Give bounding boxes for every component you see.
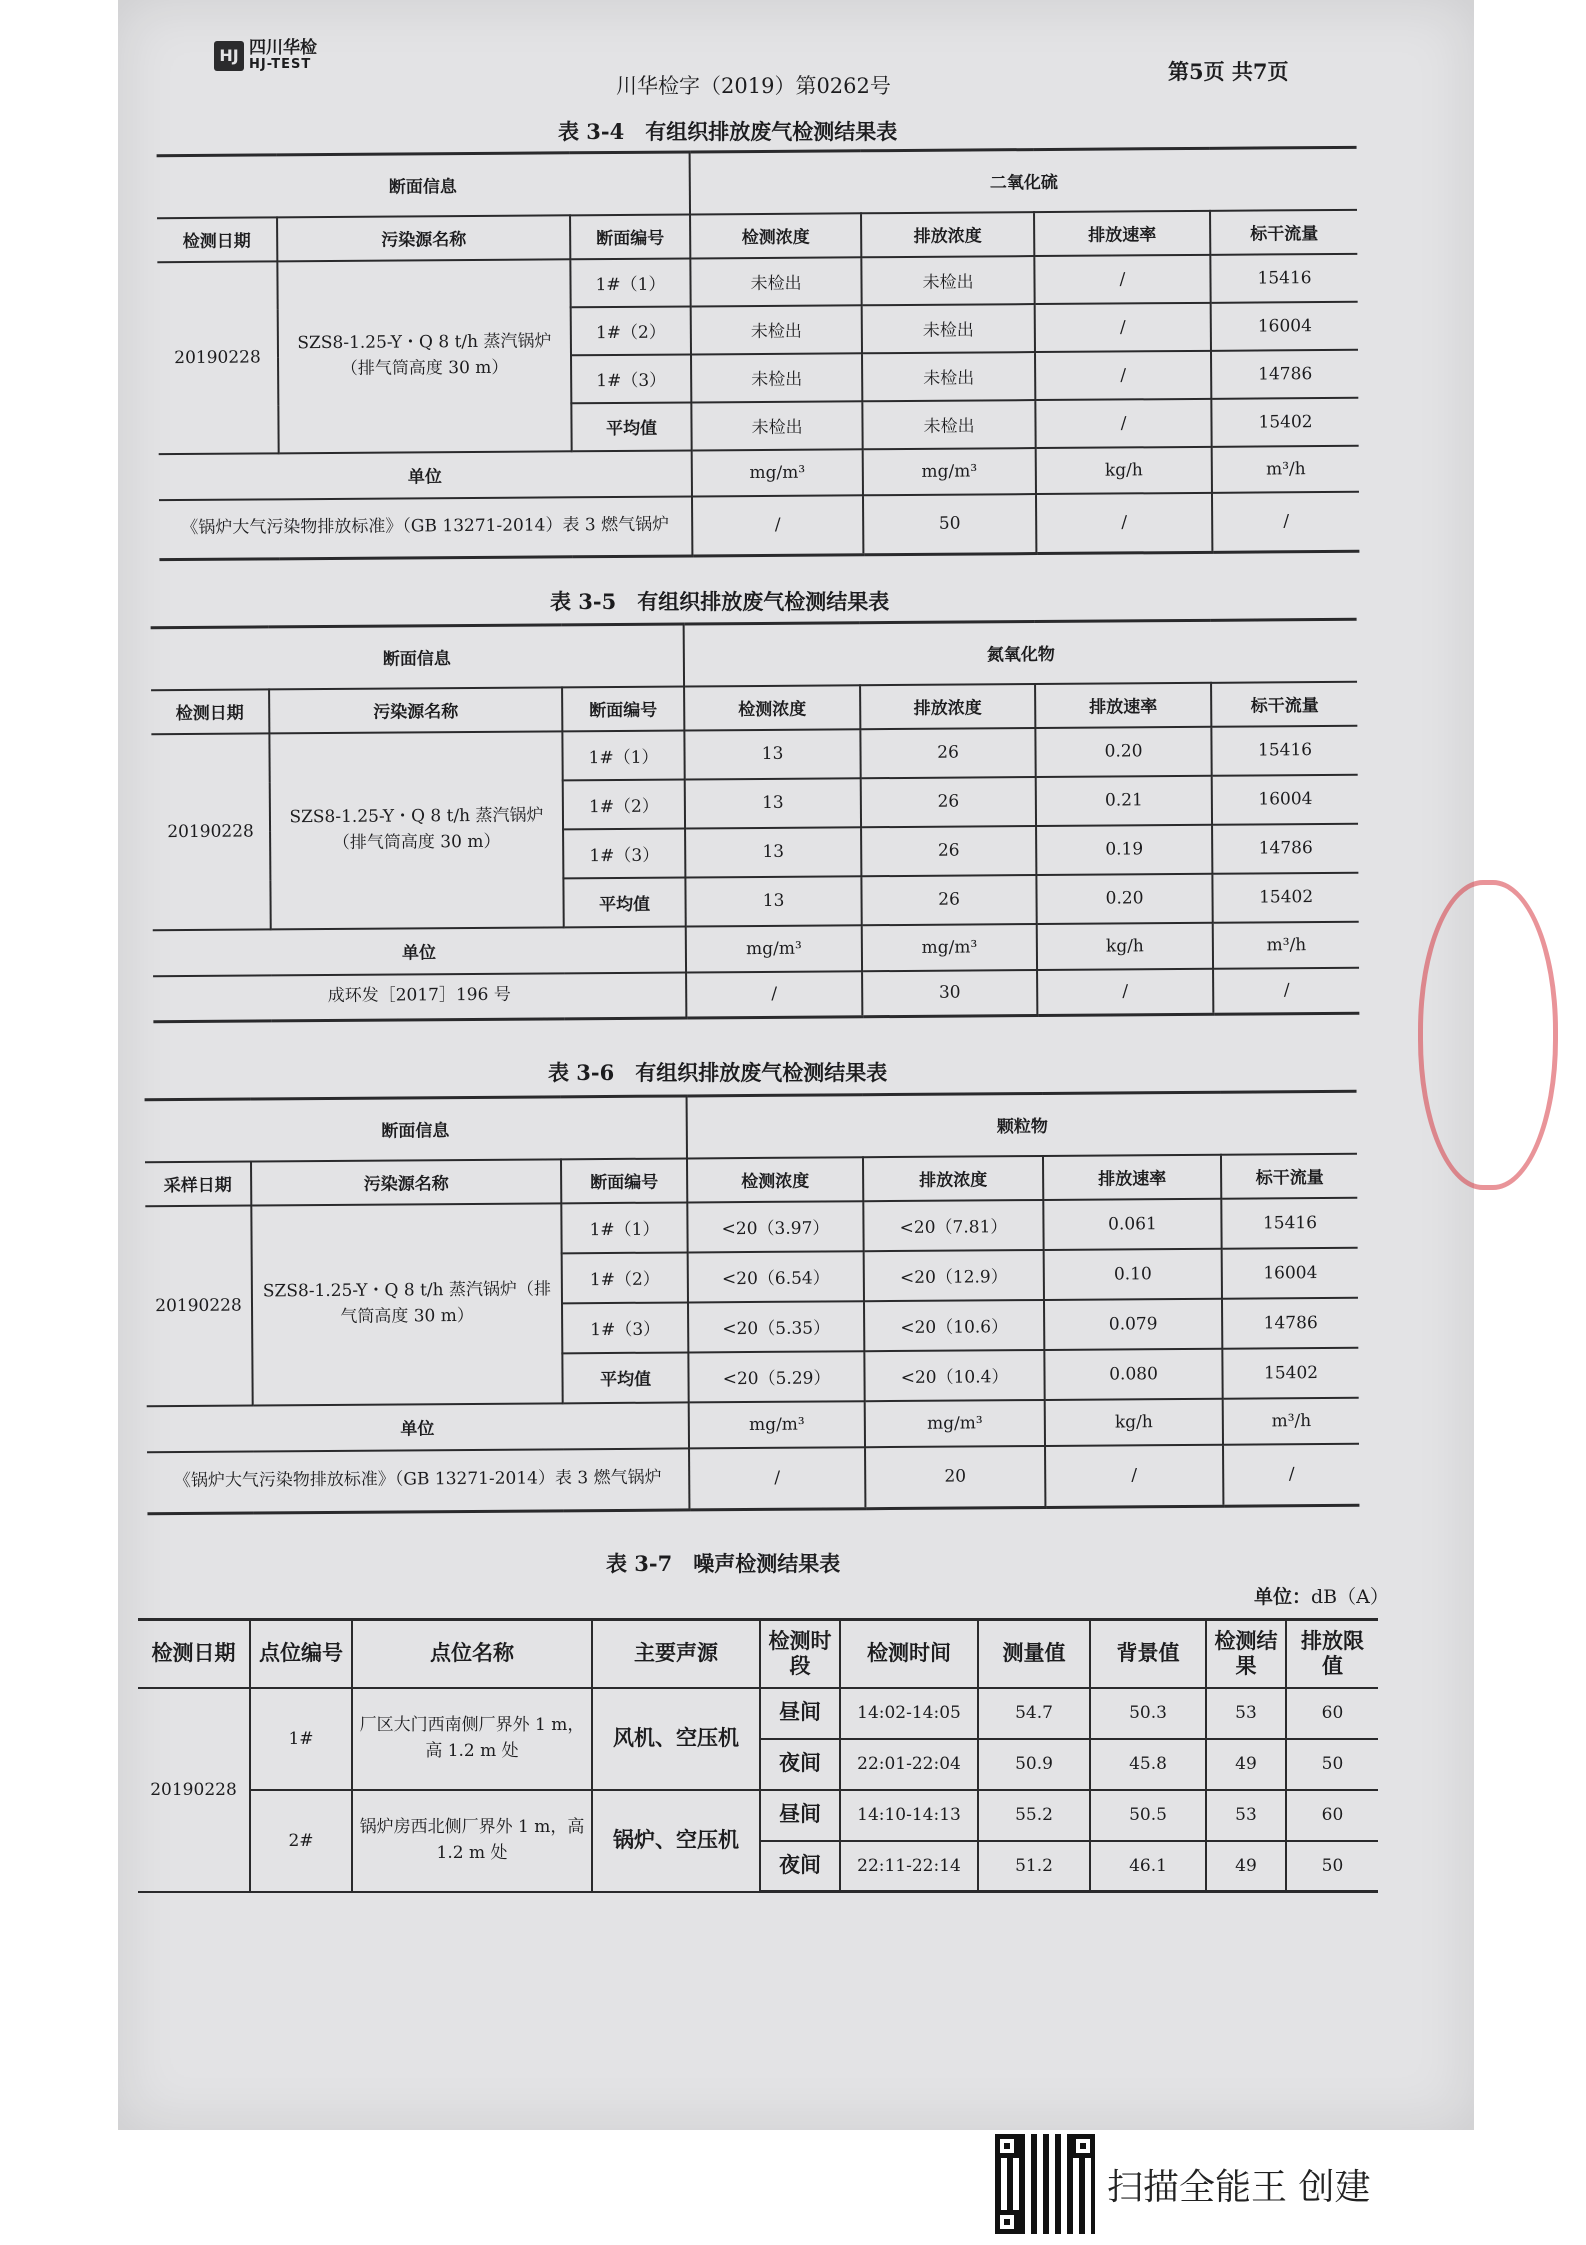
point-no: 1# <box>250 1688 352 1790</box>
concentration: <20（3.97） <box>687 1201 863 1252</box>
table-3-5-caption: 表 3-5 有组织排放废气检测结果表 <box>550 589 890 614</box>
unit-label: 单位 <box>159 450 692 500</box>
section-average: 平均值 <box>563 877 685 927</box>
rate: 0.21 <box>1036 775 1212 825</box>
table-3-6-caption: 表 3-6 有组织排放废气检测结果表 <box>548 1060 888 1085</box>
section-info-header: 断面信息 <box>157 152 690 218</box>
logo-name-cn: 四川华检 <box>249 38 317 58</box>
col-rate: 排放速率 <box>1035 682 1211 727</box>
unit-label: 单位 <box>147 1402 689 1452</box>
limit-flow: / <box>1213 967 1359 1014</box>
table-3-4 <box>157 146 1360 561</box>
concentration: 未检出 <box>691 305 862 354</box>
col-rate: 排放速率 <box>1034 210 1210 255</box>
rate: 0.10 <box>1044 1248 1222 1299</box>
section-info-header: 断面信息 <box>151 624 684 690</box>
section-average: 平均值 <box>562 1352 688 1403</box>
limit: 60 <box>1286 1790 1378 1841</box>
table-3-6 <box>145 1090 1360 1515</box>
rate: / <box>1035 398 1211 447</box>
point-no: 2# <box>250 1790 352 1892</box>
rate: 0.080 <box>1044 1348 1222 1399</box>
col-background: 背景值 <box>1090 1620 1206 1688</box>
limit-conc: / <box>686 971 862 1018</box>
rate: / <box>1035 302 1211 351</box>
flow: 16004 <box>1211 301 1358 350</box>
emission: <20（10.4） <box>864 1349 1044 1400</box>
emission: <20（7.81） <box>863 1199 1043 1250</box>
flow: 15402 <box>1222 1347 1358 1398</box>
limit-rate: / <box>1036 492 1212 553</box>
flow: 14786 <box>1212 823 1358 873</box>
concentration: <20（5.29） <box>688 1351 864 1402</box>
measured: 51.2 <box>978 1841 1090 1892</box>
table-3-7-caption: 表 3-7 噪声检测结果表 <box>606 1551 841 1576</box>
section-info-header: 断面信息 <box>145 1096 687 1162</box>
unit-flow: m³/h <box>1212 445 1359 492</box>
unit-flow: m³/h <box>1213 921 1359 968</box>
rate: / <box>1035 350 1211 399</box>
flow: 14786 <box>1222 1297 1358 1348</box>
time: 22:11-22:14 <box>840 1841 978 1892</box>
emission: 未检出 <box>862 400 1035 449</box>
noise-date: 20190228 <box>138 1688 250 1892</box>
col-period: 检测时段 <box>760 1620 840 1688</box>
col-source: 污染源名称 <box>277 215 570 261</box>
flow: 15416 <box>1221 1197 1357 1248</box>
time: 22:01-22:04 <box>840 1739 978 1790</box>
background: 50.5 <box>1090 1790 1206 1841</box>
section-id: 1#（3） <box>562 1302 688 1353</box>
period: 昼间 <box>760 1688 840 1739</box>
result: 49 <box>1206 1739 1286 1790</box>
col-source: 污染源名称 <box>251 1159 561 1205</box>
rate: 0.19 <box>1036 824 1212 874</box>
col-result: 检测结果 <box>1206 1620 1286 1688</box>
col-emission: 排放浓度 <box>860 684 1035 729</box>
unit-emis: mg/m³ <box>862 924 1037 971</box>
measured: 55.2 <box>978 1790 1090 1841</box>
emission-standard: 《锅炉大气污染物排放标准》（GB 13271-2014）表 3 燃气锅炉 <box>147 1448 689 1514</box>
unit-conc: mg/m³ <box>692 449 863 496</box>
background: 46.1 <box>1090 1841 1206 1892</box>
col-limit: 排放限值 <box>1286 1620 1378 1688</box>
measured: 50.9 <box>978 1739 1090 1790</box>
limit-conc: / <box>689 1447 865 1510</box>
col-date: 检测日期 <box>151 689 269 734</box>
pollutant-header: 颗粒物 <box>687 1091 1357 1158</box>
unit-rate: kg/h <box>1045 1398 1223 1445</box>
col-section: 断面编号 <box>562 686 684 731</box>
emission: 26 <box>860 728 1035 778</box>
section-id: 1#（3） <box>563 828 685 878</box>
concentration: 未检出 <box>690 257 861 306</box>
section-id: 1#（3） <box>571 354 691 403</box>
col-date: 检测日期 <box>138 1620 250 1688</box>
time: 14:02-14:05 <box>840 1688 978 1739</box>
period: 昼间 <box>760 1790 840 1841</box>
concentration: 13 <box>685 827 861 877</box>
measured: 54.7 <box>978 1688 1090 1739</box>
emission-standard: 《锅炉大气污染物排放标准》（GB 13271-2014）表 3 燃气锅炉 <box>159 496 692 560</box>
col-date: 检测日期 <box>157 217 277 262</box>
qr-code-icon <box>995 2134 1095 2234</box>
limit-rate: / <box>1037 968 1213 1015</box>
col-flow: 标干流量 <box>1210 209 1357 254</box>
page-number: 第5页 共7页 <box>1168 59 1289 84</box>
concentration: <20（5.35） <box>688 1301 864 1352</box>
rate: 0.061 <box>1043 1198 1221 1249</box>
limit-emis: 20 <box>865 1445 1045 1508</box>
hj-logo-icon: HJ <box>214 41 244 71</box>
col-source: 污染源名称 <box>269 687 562 733</box>
flow: 16004 <box>1222 1247 1358 1298</box>
limit: 60 <box>1286 1688 1378 1739</box>
section-id: 1#（2） <box>563 779 685 829</box>
unit-rate: kg/h <box>1037 922 1213 969</box>
scanner-brand-text: 扫描全能王 创建 <box>1107 2166 1371 2208</box>
pollutant-header: 二氧化硫 <box>690 147 1357 214</box>
background: 45.8 <box>1090 1739 1206 1790</box>
emission: 26 <box>861 875 1036 925</box>
concentration: <20（6.54） <box>688 1251 864 1302</box>
section-id: 1#（1） <box>561 1202 687 1253</box>
flow: 14786 <box>1211 349 1358 398</box>
limit: 50 <box>1286 1841 1378 1892</box>
emission: <20（12.9） <box>864 1249 1044 1300</box>
emission: 未检出 <box>862 304 1035 353</box>
period: 夜间 <box>760 1739 840 1790</box>
main-source: 锅炉、空压机 <box>592 1790 760 1892</box>
red-seal-stamp <box>1418 880 1558 1190</box>
flow: 15402 <box>1211 397 1358 446</box>
col-point-name: 点位名称 <box>352 1620 592 1688</box>
emission: 未检出 <box>861 256 1034 305</box>
pollution-source: SZS8-1.25-Y・Q 8 t/h 蒸汽锅炉（排气筒高度 30 m） <box>251 1203 562 1405</box>
time: 14:10-14:13 <box>840 1790 978 1841</box>
point-name: 锅炉房西北侧厂界外 1 m，高 1.2 m 处 <box>352 1790 592 1892</box>
flow: 15416 <box>1211 725 1357 775</box>
main-source: 风机、空压机 <box>592 1688 760 1790</box>
unit-conc: mg/m³ <box>686 925 862 972</box>
scanned-page <box>118 0 1474 2130</box>
unit-flow: m³/h <box>1223 1397 1359 1444</box>
noise-unit-label: 单位： <box>1254 1586 1312 1608</box>
concentration: 未检出 <box>691 401 862 450</box>
limit: 50 <box>1286 1739 1378 1790</box>
emission: 26 <box>861 826 1036 876</box>
rate: 0.20 <box>1036 873 1212 923</box>
limit-conc: / <box>692 495 863 556</box>
section-average: 平均值 <box>571 402 691 451</box>
sample-date: 20190228 <box>151 733 270 930</box>
noise-unit <box>1254 1582 1389 1609</box>
col-measured: 测量值 <box>978 1620 1090 1688</box>
sample-date: 20190228 <box>157 261 278 454</box>
company-logo <box>214 40 317 71</box>
rate: / <box>1034 254 1210 303</box>
col-date: 采样日期 <box>145 1161 251 1206</box>
emission: <20（10.6） <box>864 1299 1044 1350</box>
col-point-no: 点位编号 <box>250 1620 352 1688</box>
limit-emis: 30 <box>862 970 1037 1017</box>
col-time: 检测时间 <box>840 1620 978 1688</box>
col-flow: 标干流量 <box>1211 681 1357 726</box>
emission: 未检出 <box>862 352 1035 401</box>
section-id: 1#（2） <box>562 1252 688 1303</box>
section-id: 1#（1） <box>570 258 690 307</box>
limit-flow: / <box>1212 491 1359 552</box>
rate: 0.079 <box>1044 1298 1222 1349</box>
emission: 26 <box>861 777 1036 827</box>
col-emission: 排放浓度 <box>861 212 1034 257</box>
document-number: 川华检字（2019）第0262号 <box>616 74 891 98</box>
logo-name-en: HJ-TEST <box>249 56 312 72</box>
col-flow: 标干流量 <box>1221 1153 1357 1198</box>
col-emission: 排放浓度 <box>863 1155 1043 1200</box>
point-name: 厂区大门西南侧厂界外 1 m，高 1.2 m 处 <box>352 1688 592 1790</box>
table-3-5 <box>151 618 1360 1023</box>
concentration: 13 <box>685 876 861 926</box>
sample-date: 20190228 <box>145 1205 252 1406</box>
col-main-source: 主要声源 <box>592 1620 760 1688</box>
col-concentration: 检测浓度 <box>687 1157 863 1202</box>
concentration: 未检出 <box>691 353 862 402</box>
emission-standard: 成环发［2017］196 号 <box>153 972 686 1022</box>
table-3-4-caption: 表 3-4 有组织排放废气检测结果表 <box>558 119 898 144</box>
pollution-source: SZS8-1.25-Y・Q 8 t/h 蒸汽锅炉（排气筒高度 30 m） <box>269 731 563 929</box>
limit-flow: / <box>1223 1443 1359 1506</box>
result: 53 <box>1206 1688 1286 1739</box>
pollution-source: SZS8-1.25-Y・Q 8 t/h 蒸汽锅炉（排气筒高度 30 m） <box>277 259 571 453</box>
concentration: 13 <box>685 778 861 828</box>
background: 50.3 <box>1090 1688 1206 1739</box>
result: 49 <box>1206 1841 1286 1892</box>
rate: 0.20 <box>1035 726 1211 776</box>
scanner-watermark <box>995 2134 1370 2234</box>
period: 夜间 <box>760 1841 840 1892</box>
col-concentration: 检测浓度 <box>690 213 861 258</box>
col-concentration: 检测浓度 <box>684 685 860 730</box>
concentration: 13 <box>684 729 860 779</box>
noise-unit-value: dB（A） <box>1311 1586 1389 1608</box>
unit-emis: mg/m³ <box>865 1399 1045 1446</box>
table-3-7 <box>138 1618 1378 1893</box>
col-section: 断面编号 <box>561 1158 687 1203</box>
flow: 15416 <box>1210 253 1357 302</box>
section-id: 1#（2） <box>571 306 691 355</box>
result: 53 <box>1206 1790 1286 1841</box>
flow: 15402 <box>1212 872 1358 922</box>
unit-rate: kg/h <box>1036 446 1212 493</box>
col-rate: 排放速率 <box>1043 1154 1221 1199</box>
unit-emis: mg/m³ <box>863 448 1036 495</box>
unit-conc: mg/m³ <box>689 1401 865 1448</box>
section-id: 1#（1） <box>562 730 684 780</box>
limit-rate: / <box>1045 1444 1223 1507</box>
col-section: 断面编号 <box>570 214 690 259</box>
unit-label: 单位 <box>153 926 686 976</box>
flow: 16004 <box>1212 774 1358 824</box>
pollutant-header: 氮氧化物 <box>684 619 1357 686</box>
limit-emis: 50 <box>863 494 1036 555</box>
